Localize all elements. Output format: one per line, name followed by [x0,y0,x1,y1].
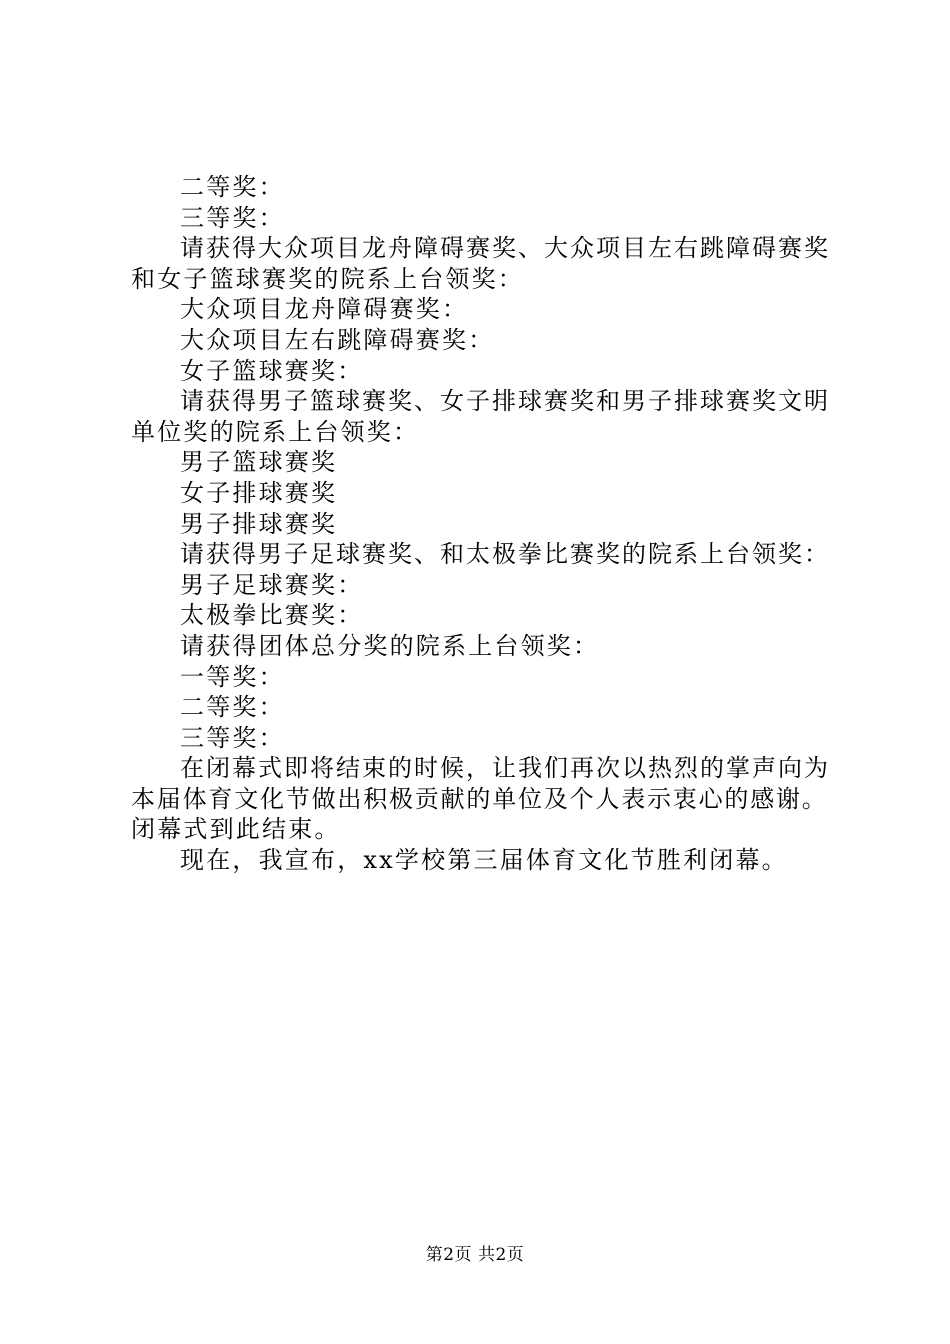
text-line: 请获得大众项目龙舟障碍赛奖、大众项目左右跳障碍赛奖 [180,234,830,263]
page-number-label: 第2页 共2页 [425,1245,525,1265]
text-line: 一等奖： [180,662,285,691]
text-line: 女子排球赛奖 [180,478,338,507]
text-line: 本届体育文化节做出积极贡献的单位及个人表示衷心的感谢。 [131,784,828,813]
text-line: 三等奖： [180,203,285,232]
text-line: 二等奖： [180,173,285,201]
text-line: 男子排球赛奖 [180,509,338,538]
text-line: 闭幕式到此结束。 [131,815,341,844]
document-body [131,172,831,876]
text-line: 女子篮球赛奖： [180,356,364,385]
text-line: 请获得男子足球赛奖、和太极拳比赛奖的院系上台领奖： [180,540,830,569]
text-line: 男子足球赛奖： [180,570,364,599]
text-line: 单位奖的院系上台领奖： [131,417,420,446]
text-line: 三等奖： [180,723,285,752]
text-line: 请获得男子篮球赛奖、女子排球赛奖和男子排球赛奖文明 [180,387,830,416]
text-line: 和女子篮球赛奖的院系上台领奖： [131,264,524,293]
text-line: 请获得团体总分奖的院系上台领奖： [180,631,600,660]
text-line: 二等奖： [180,693,285,722]
text-line: 在闭幕式即将结束的时候，让我们再次以热烈的掌声向为 [180,754,830,783]
text-line: 现在，我宣布，xx学校第三届体育文化节胜利闭幕。 [180,846,788,875]
text-line: 男子篮球赛奖 [180,448,338,477]
text-line: 太极拳比赛奖： [180,601,364,630]
text-line: 大众项目左右跳障碍赛奖： [180,325,495,354]
text-line: 大众项目龙舟障碍赛奖： [180,295,469,324]
page-footer [0,1240,950,1265]
